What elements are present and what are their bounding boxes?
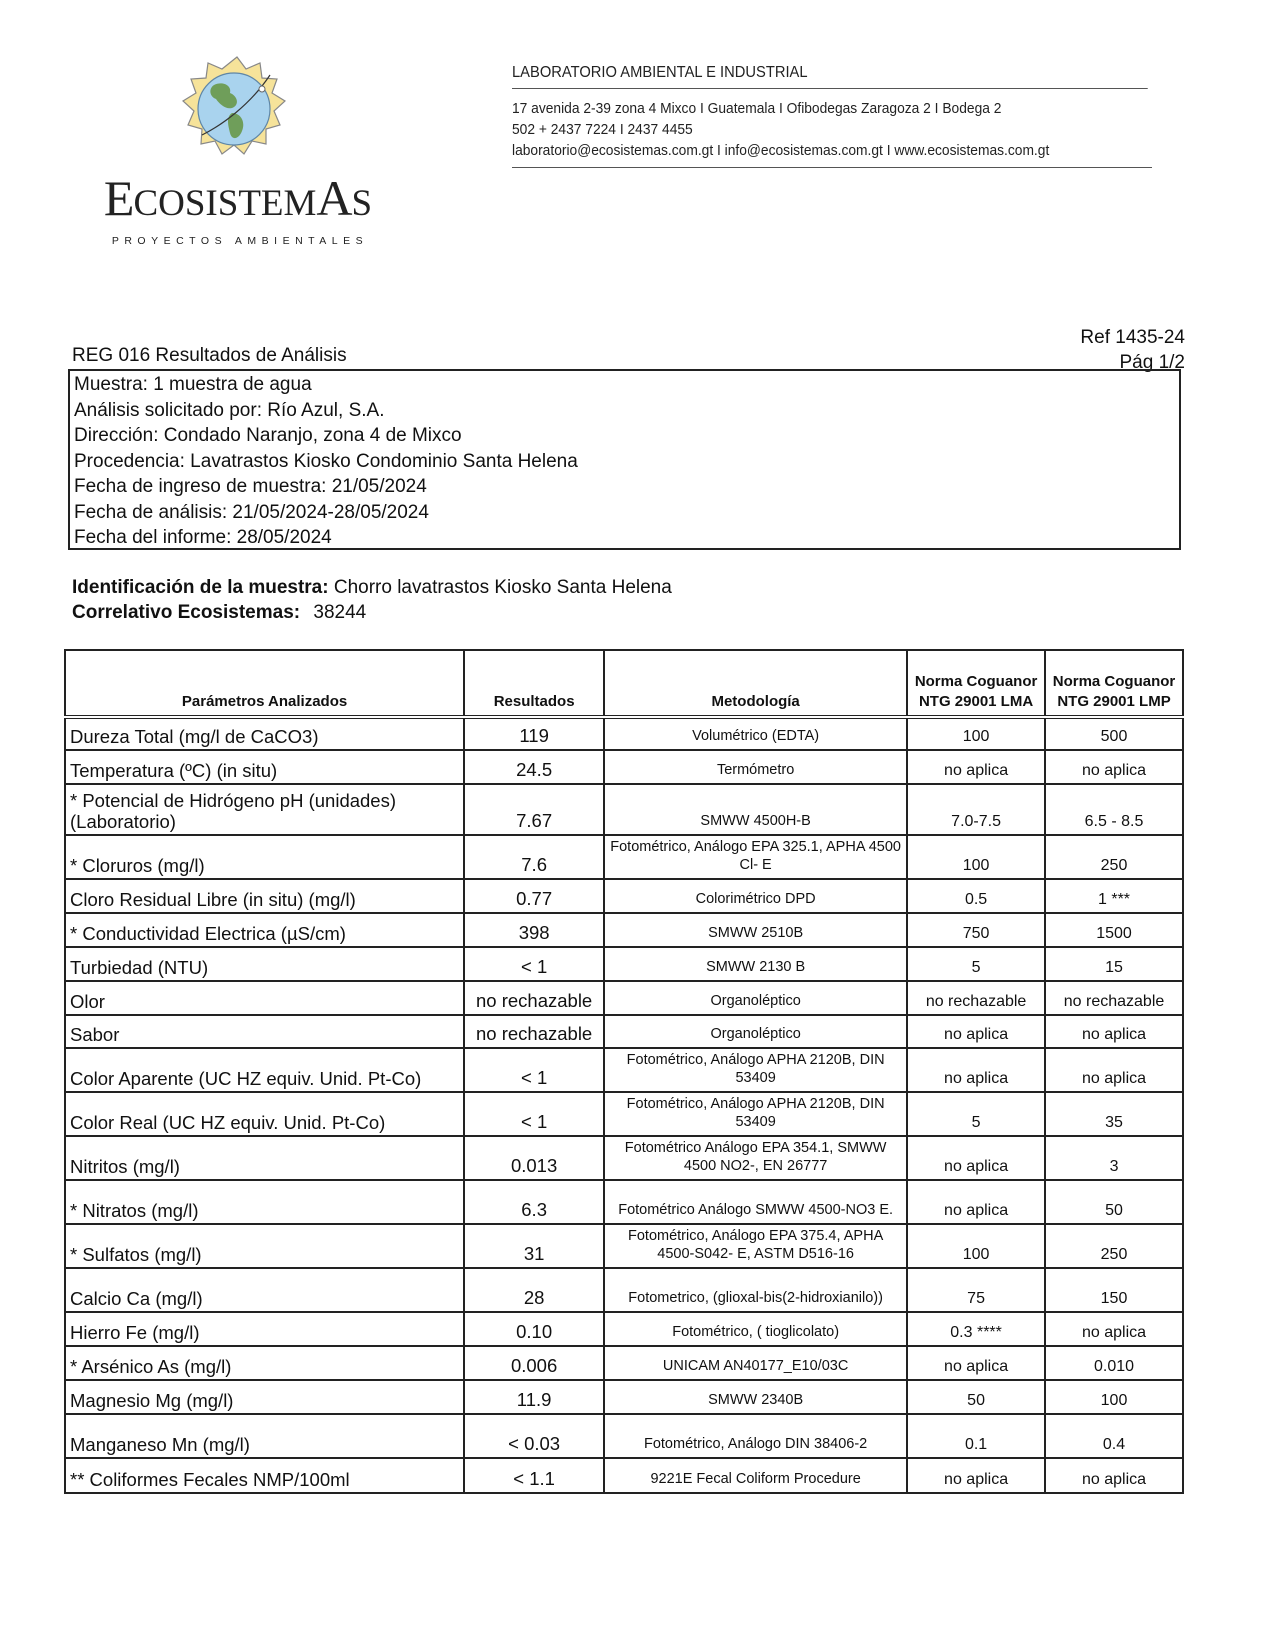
method-cell: Organoléptico bbox=[604, 981, 907, 1015]
method-cell: Fotométrico, Análogo DIN 38406-2 bbox=[604, 1414, 907, 1458]
table-row bbox=[65, 1414, 1183, 1458]
info-intake-date: Fecha de ingreso de muestra: 21/05/2024 bbox=[74, 476, 427, 497]
method-cell: SMWW 2510B bbox=[604, 913, 907, 947]
method-cell: Organoléptico bbox=[604, 1015, 907, 1048]
lmp-cell: 35 bbox=[1045, 1092, 1183, 1136]
lma-cell: 750 bbox=[907, 913, 1045, 947]
table-row bbox=[65, 1180, 1183, 1224]
table-row bbox=[65, 981, 1183, 1015]
lma-cell: 5 bbox=[907, 947, 1045, 981]
method-cell: Fotométrico Análogo SMWW 4500-NO3 E. bbox=[604, 1180, 907, 1224]
results-table-body bbox=[65, 717, 1183, 1493]
lma-cell: no rechazable bbox=[907, 981, 1045, 1015]
table-row bbox=[65, 879, 1183, 913]
method-cell: SMWW 2340B bbox=[604, 1380, 907, 1414]
table-row bbox=[65, 913, 1183, 947]
lma-cell: no aplica bbox=[907, 1180, 1045, 1224]
result-cell: 398 bbox=[464, 913, 604, 947]
lmp-cell: 6.5 - 8.5 bbox=[1045, 784, 1183, 835]
table-row bbox=[65, 1224, 1183, 1268]
lab-header bbox=[512, 64, 1152, 168]
result-cell: no rechazable bbox=[464, 1015, 604, 1048]
result-cell: 28 bbox=[464, 1268, 604, 1312]
results-table-container bbox=[64, 649, 1184, 1494]
table-row bbox=[65, 1458, 1183, 1493]
param-cell: * Nitratos (mg/l) bbox=[65, 1180, 464, 1224]
lmp-cell: 3 bbox=[1045, 1136, 1183, 1180]
page-number: Pág 1/2 bbox=[1119, 352, 1185, 373]
result-cell: 119 bbox=[464, 717, 604, 750]
method-cell: Termómetro bbox=[604, 750, 907, 784]
header-result: Resultados bbox=[464, 650, 604, 717]
result-cell: < 0.03 bbox=[464, 1414, 604, 1458]
result-cell: < 1 bbox=[464, 1092, 604, 1136]
lma-cell: 100 bbox=[907, 1224, 1045, 1268]
lma-cell: 0.5 bbox=[907, 879, 1045, 913]
result-cell: 7.67 bbox=[464, 784, 604, 835]
lma-cell: no aplica bbox=[907, 1458, 1045, 1493]
result-cell: < 1 bbox=[464, 1048, 604, 1092]
lma-cell: 5 bbox=[907, 1092, 1045, 1136]
info-origin: Procedencia: Lavatrastos Kiosko Condominio Santa Helena bbox=[74, 450, 578, 472]
lma-cell: 100 bbox=[907, 717, 1045, 750]
method-cell: UNICAM AN40177_E10/03C bbox=[604, 1346, 907, 1380]
param-cell: * Conductividad Electrica (µS/cm) bbox=[65, 913, 464, 947]
table-header-row bbox=[65, 650, 1183, 717]
lma-cell: 7.0-7.5 bbox=[907, 784, 1045, 835]
result-cell: no rechazable bbox=[464, 981, 604, 1015]
result-cell: < 1 bbox=[464, 947, 604, 981]
method-cell: 9221E Fecal Coliform Procedure bbox=[604, 1458, 907, 1493]
company-logo bbox=[92, 55, 382, 255]
table-row bbox=[65, 717, 1183, 750]
lmp-cell: 150 bbox=[1045, 1268, 1183, 1312]
result-cell: 0.77 bbox=[464, 879, 604, 913]
method-cell: Fotométrico, Análogo EPA 325.1, APHA 4500 Cl- E bbox=[604, 835, 907, 879]
lab-name: LABORATORIO AMBIENTAL E INDUSTRIAL bbox=[512, 64, 1148, 89]
result-cell: 24.5 bbox=[464, 750, 604, 784]
param-cell: Hierro Fe (mg/l) bbox=[65, 1312, 464, 1346]
header-divider bbox=[512, 167, 1152, 168]
param-cell: Dureza Total (mg/l de CaCO3) bbox=[65, 717, 464, 750]
corr-label: Correlativo Ecosistemas: bbox=[72, 602, 301, 623]
sample-info-box bbox=[68, 369, 1181, 550]
param-cell: Color Aparente (UC HZ equiv. Unid. Pt-Co) bbox=[65, 1048, 464, 1092]
logo-wordmark: ECOSISTEMAS bbox=[103, 170, 373, 226]
logo-tagline: PROYECTOS AMBIENTALES bbox=[111, 235, 369, 247]
lmp-cell: 250 bbox=[1045, 1224, 1183, 1268]
id-value: Chorro lavatrastos Kiosko Santa Helena bbox=[333, 577, 672, 598]
table-row bbox=[65, 1136, 1183, 1180]
lmp-cell: 0.010 bbox=[1045, 1346, 1183, 1380]
result-cell: 7.6 bbox=[464, 835, 604, 879]
result-cell: 0.10 bbox=[464, 1312, 604, 1346]
lmp-cell: 15 bbox=[1045, 947, 1183, 981]
param-cell: * Arsénico As (mg/l) bbox=[65, 1346, 464, 1380]
lmp-cell: 1500 bbox=[1045, 913, 1183, 947]
table-row bbox=[65, 1312, 1183, 1346]
lmp-cell: no aplica bbox=[1045, 1312, 1183, 1346]
header-method: Metodología bbox=[604, 650, 907, 717]
lmp-cell: 250 bbox=[1045, 835, 1183, 879]
method-cell: Volumétrico (EDTA) bbox=[604, 717, 907, 750]
info-analysis-date: Fecha de análisis: 21/05/2024-28/05/2024 bbox=[74, 501, 429, 523]
table-row bbox=[65, 750, 1183, 784]
gear-globe-icon bbox=[162, 55, 312, 180]
param-cell: Color Real (UC HZ equiv. Unid. Pt-Co) bbox=[65, 1092, 464, 1136]
method-cell: Fotométrico, Análogo APHA 2120B, DIN 53409 bbox=[604, 1048, 907, 1092]
table-row bbox=[65, 784, 1183, 835]
table-row bbox=[65, 1268, 1183, 1312]
method-cell: Fotometrico, (glioxal-bis(2-hidroxianilo)) bbox=[604, 1268, 907, 1312]
lmp-cell: no aplica bbox=[1045, 1015, 1183, 1048]
table-row bbox=[65, 835, 1183, 879]
method-cell: Colorimétrico DPD bbox=[604, 879, 907, 913]
param-cell: Manganeso Mn (mg/l) bbox=[65, 1414, 464, 1458]
lab-phones: 502 + 2437 7224 I 2437 4455 bbox=[512, 121, 693, 138]
ref-number: Ref 1435-24 bbox=[1080, 327, 1185, 348]
info-address: Dirección: Condado Naranjo, zona 4 de Mixco bbox=[74, 425, 462, 446]
lmp-cell: 50 bbox=[1045, 1180, 1183, 1224]
param-cell: Calcio Ca (mg/l) bbox=[65, 1268, 464, 1312]
param-cell: Temperatura (ºC) (in situ) bbox=[65, 750, 464, 784]
lmp-cell: no aplica bbox=[1045, 750, 1183, 784]
info-requested-by: Análisis solicitado por: Río Azul, S.A. bbox=[74, 399, 385, 421]
method-cell: SMWW 4500H-B bbox=[604, 784, 907, 835]
lmp-cell: no aplica bbox=[1045, 1048, 1183, 1092]
lma-cell: no aplica bbox=[907, 1015, 1045, 1048]
header-param: Parámetros Analizados bbox=[65, 650, 464, 717]
corr-value: 38244 bbox=[313, 602, 367, 623]
param-cell: * Sulfatos (mg/l) bbox=[65, 1224, 464, 1268]
result-cell: < 1.1 bbox=[464, 1458, 604, 1493]
result-cell: 0.006 bbox=[464, 1346, 604, 1380]
method-cell: Fotométrico Análogo EPA 354.1, SMWW 4500 NO2-, EN 26777 bbox=[604, 1136, 907, 1180]
lma-cell: 75 bbox=[907, 1268, 1045, 1312]
lmp-cell: 1 *** bbox=[1045, 879, 1183, 913]
param-cell: Magnesio Mg (mg/l) bbox=[65, 1380, 464, 1414]
info-sample: Muestra: 1 muestra de agua bbox=[74, 374, 312, 395]
id-label: Identificación de la muestra: bbox=[72, 577, 329, 598]
table-row bbox=[65, 1048, 1183, 1092]
lma-cell: no aplica bbox=[907, 1048, 1045, 1092]
results-table bbox=[64, 649, 1184, 1494]
table-row bbox=[65, 947, 1183, 981]
param-cell: Sabor bbox=[65, 1015, 464, 1048]
param-cell: * Potencial de Hidrógeno pH (unidades) (Laboratorio) bbox=[65, 784, 464, 835]
method-cell: SMWW 2130 B bbox=[604, 947, 907, 981]
lma-cell: no aplica bbox=[907, 1136, 1045, 1180]
lma-cell: no aplica bbox=[907, 1346, 1045, 1380]
table-row bbox=[65, 1092, 1183, 1136]
sample-identification bbox=[72, 575, 672, 625]
result-cell: 0.013 bbox=[464, 1136, 604, 1180]
table-row bbox=[65, 1346, 1183, 1380]
lmp-cell: 100 bbox=[1045, 1380, 1183, 1414]
lab-address: 17 avenida 2-39 zona 4 Mixco I Guatemala I Ofibodegas Zaragoza 2 I Bodega 2 bbox=[512, 100, 1002, 117]
lmp-cell: 500 bbox=[1045, 717, 1183, 750]
param-cell: Olor bbox=[65, 981, 464, 1015]
header-lmp: Norma Coguanor NTG 29001 LMP bbox=[1045, 650, 1183, 717]
param-cell: Nitritos (mg/l) bbox=[65, 1136, 464, 1180]
reference-block bbox=[1080, 325, 1185, 375]
lma-cell: 100 bbox=[907, 835, 1045, 879]
method-cell: Fotométrico, Análogo EPA 375.4, APHA 4500-S042- E, ASTM D516-16 bbox=[604, 1224, 907, 1268]
lmp-cell: no rechazable bbox=[1045, 981, 1183, 1015]
param-cell: ** Coliformes Fecales NMP/100ml bbox=[65, 1458, 464, 1493]
lma-cell: 0.1 bbox=[907, 1414, 1045, 1458]
report-title: REG 016 Resultados de Análisis bbox=[72, 345, 347, 366]
method-cell: Fotométrico, ( tioglicolato) bbox=[604, 1312, 907, 1346]
info-report-date: Fecha del informe: 28/05/2024 bbox=[74, 527, 332, 548]
method-cell: Fotométrico, Análogo APHA 2120B, DIN 53409 bbox=[604, 1092, 907, 1136]
result-cell: 11.9 bbox=[464, 1380, 604, 1414]
table-row bbox=[65, 1015, 1183, 1048]
param-cell: Cloro Residual Libre (in situ) (mg/l) bbox=[65, 879, 464, 913]
param-cell: Turbiedad (NTU) bbox=[65, 947, 464, 981]
param-cell: * Cloruros (mg/l) bbox=[65, 835, 464, 879]
lma-cell: no aplica bbox=[907, 750, 1045, 784]
table-row bbox=[65, 1380, 1183, 1414]
lmp-cell: 0.4 bbox=[1045, 1414, 1183, 1458]
lma-cell: 50 bbox=[907, 1380, 1045, 1414]
lma-cell: 0.3 **** bbox=[907, 1312, 1045, 1346]
result-cell: 31 bbox=[464, 1224, 604, 1268]
lmp-cell: no aplica bbox=[1045, 1458, 1183, 1493]
header-lma: Norma Coguanor NTG 29001 LMA bbox=[907, 650, 1045, 717]
result-cell: 6.3 bbox=[464, 1180, 604, 1224]
lab-contacts: laboratorio@ecosistemas.com.gt I info@ecosistemas.com.gt I www.ecosistemas.com.gt bbox=[512, 142, 1050, 159]
